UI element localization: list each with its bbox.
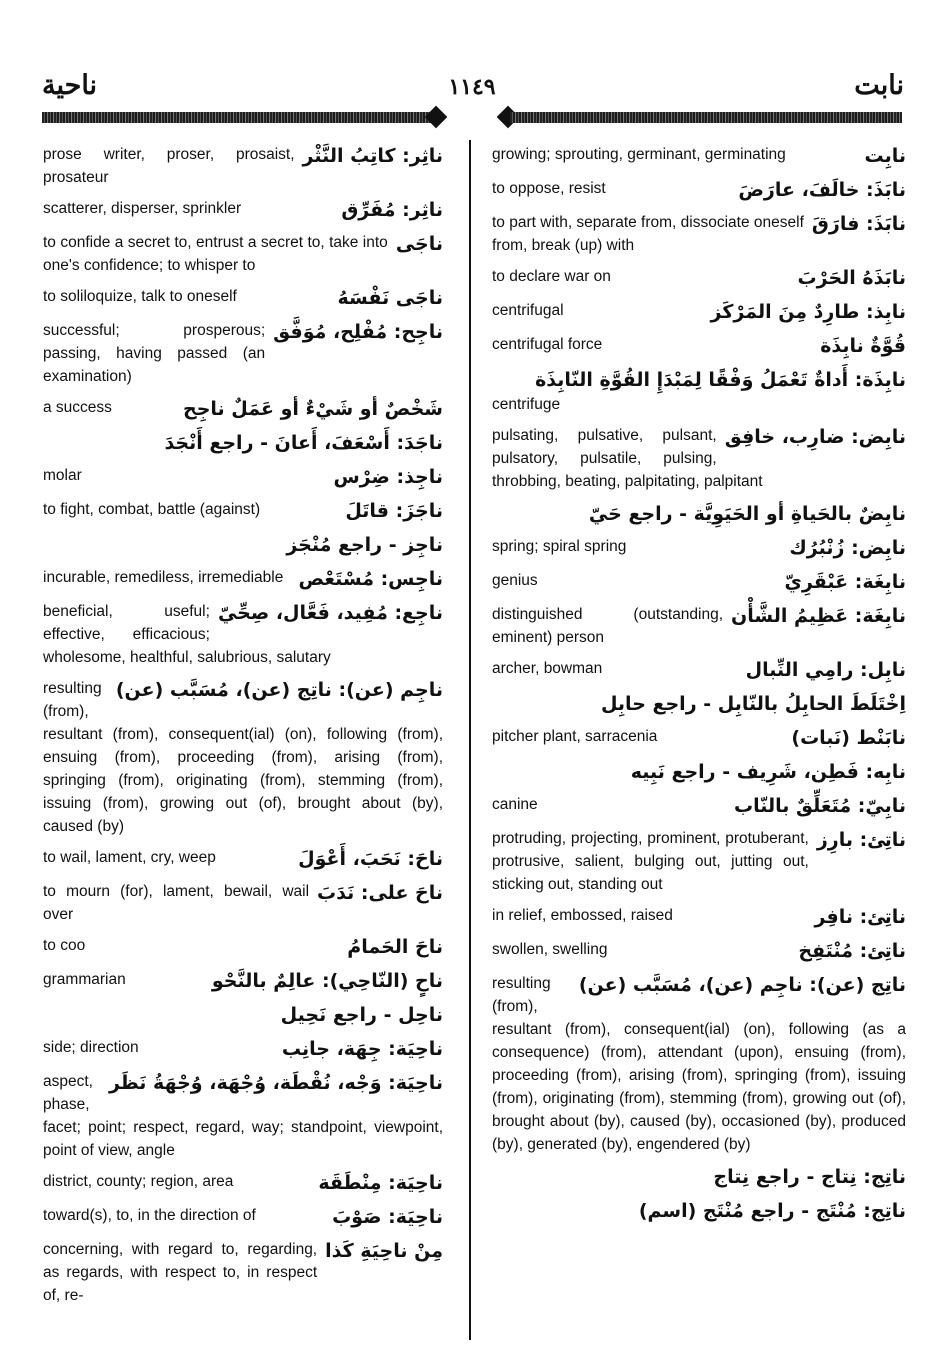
arabic-headword: ناحِيَة: جِهَة، جانِب <box>281 1038 443 1060</box>
dictionary-entry <box>43 532 443 558</box>
arabic-headword: ناحِل - راجع نَحِيل <box>280 1004 443 1026</box>
english-definition: in relief, embossed, raised <box>492 907 673 924</box>
arabic-headword: نابِذَة: أَداةٌ تَعْمَلُ وَفْقًا لِمَبْدَإِ القُوَّةِ النّابِذَة <box>535 369 906 391</box>
english-definition: concerning, with regard to, regarding, as regards, with respect to, in respect of, re- <box>43 1241 318 1304</box>
arabic-headword: نابَذَهُ الحَرْبَ <box>797 267 906 289</box>
dictionary-entry <box>492 265 906 291</box>
dictionary-entry <box>492 938 906 964</box>
arabic-headword: اِخْتَلَطَ الحابِلُ بالنّابِل - راجع حابِل <box>600 693 906 715</box>
english-definition: molar <box>43 467 82 484</box>
english-definition: to mourn (for), lament, bewail, wail over <box>43 883 310 923</box>
header-diamond-left <box>425 106 448 129</box>
arabic-headword: نابَنْط (نَبات) <box>791 727 906 749</box>
dictionary-entry <box>43 1036 443 1062</box>
english-definition: spring; spiral spring <box>492 538 627 555</box>
arabic-headword: ناجَدَ: أَسْعَفَ، أَعانَ - راجع أَنْجَدَ <box>164 432 443 454</box>
arabic-headword: ناجِذ: ضِرْس <box>333 466 443 488</box>
arabic-headword: ناجَى <box>395 233 443 255</box>
arabic-headword: ناحَ: نَحَبَ، أَعْوَلَ <box>298 848 443 870</box>
dictionary-entry <box>43 1204 443 1230</box>
arabic-headword: ناجَزَ: قاتَلَ <box>345 500 443 522</box>
dictionary-entry <box>492 143 906 169</box>
dictionary-entry <box>492 177 906 203</box>
arabic-headword: ناتِج: مُنْتَج - راجع مُنْتَج (اسم) <box>638 1200 906 1222</box>
arabic-headword: ناحَ على: نَدَبَ <box>317 882 443 904</box>
arabic-headword: نابِل: رامِي النِّبال <box>745 659 906 681</box>
english-definition: resulting (from), resultant (from), consequent(ial) (on), following (as a consequence) (from), attendant (upon), ensuing (from), proceeding (from), arising (from), springing (from), issuing (from), originating (from), stemming (from), growing out (of), brought about (by), caused (by), occasioned (by), produced (by), generated (by), engendered (by) <box>492 975 906 1153</box>
english-definition: genius <box>492 572 538 589</box>
english-definition: to oppose, resist <box>492 180 606 197</box>
arabic-headword: ناثِر: كاتِبُ النَّثْر <box>302 145 443 167</box>
dictionary-entry <box>43 285 443 311</box>
arabic-headword: ناتِئ: بارِز <box>816 829 906 851</box>
arabic-headword: ناحَ الحَمامُ <box>347 936 443 958</box>
arabic-headword: نابِض: ضارِب، خافِق <box>724 426 906 448</box>
english-definition: incurable, remediless, irremediable <box>43 569 284 586</box>
dictionary-entry <box>492 424 906 493</box>
english-definition: swollen, swelling <box>492 941 608 958</box>
english-definition: growing; sprouting, germinant, germinating <box>492 146 786 163</box>
dictionary-entry <box>43 968 443 994</box>
english-definition: aspect, phase, facet; point; respect, regard, way; standpoint, viewpoint, point of view, angle <box>43 1073 443 1159</box>
english-definition: protruding, projecting, prominent, protuberant, protrusive, salient, bulging out, jutting out, sticking out, standing out <box>492 830 809 893</box>
english-definition: to coo <box>43 937 86 954</box>
arabic-headword: ناجِم (عن): ناتِج (عن)، مُسَبَّب (عن) <box>115 679 443 701</box>
english-definition: district, county; region, area <box>43 1173 234 1190</box>
dictionary-entry <box>492 904 906 930</box>
english-definition: resulting (from), resultant (from), consequent(ial) (on), following (from), ensuing (from), proceeding (from), arising (from), springing (from), originating (from), stemming (from), issuing (from), growing out (of), brought about (by), caused (by) <box>43 680 443 835</box>
right-column <box>492 143 906 1232</box>
english-definition: prose writer, proser, prosaist, prosateur <box>43 146 295 186</box>
page-number: ١١٤٩ <box>448 74 496 100</box>
dictionary-entry <box>492 367 906 416</box>
dictionary-entry <box>43 934 443 960</box>
arabic-headword: نابَذَ: فارَقَ <box>811 213 906 235</box>
dictionary-entry <box>492 759 906 785</box>
dictionary-entry <box>492 657 906 683</box>
english-definition: pulsating, pulsative, pulsant, pulsatory, pulsatile, pulsing, throbbing, beating, palpitating, palpitant <box>492 427 763 490</box>
english-definition: centrifuge <box>492 396 561 413</box>
english-definition: to soliloquize, talk to oneself <box>43 288 237 305</box>
dictionary-entry <box>43 498 443 524</box>
english-definition: scatterer, disperser, sprinkler <box>43 200 242 217</box>
dictionary-entry <box>43 600 443 669</box>
arabic-headword: ناتِئ: مُنْتَفِخ <box>798 940 906 962</box>
arabic-headword: شَخْصٌ أو شَيْءٌ أو عَمَلٌ ناجِح <box>183 398 443 420</box>
dictionary-entry <box>43 319 443 388</box>
dictionary-entry <box>492 501 906 527</box>
english-definition: distinguished (outstanding, eminent) person <box>492 606 724 646</box>
arabic-headword: نابَذَ: خالَفَ، عارَضَ <box>738 179 906 201</box>
arabic-headword: نابِيّ: مُتَعَلِّقٌ بالنّاب <box>734 795 906 817</box>
dictionary-entry <box>492 333 906 359</box>
arabic-headword: ناجَى نَفْسَهُ <box>337 287 443 309</box>
arabic-headword: نابِضٌ بالحَياةِ أو الحَيَوِيَّة - راجع حَيّ <box>588 503 906 525</box>
dictionary-entry <box>492 603 906 649</box>
english-definition: to part with, separate from, dissociate oneself from, break (up) with <box>492 214 804 254</box>
dictionary-entry <box>43 1002 443 1028</box>
dictionary-entry <box>492 725 906 751</box>
arabic-headword: نابِت <box>864 145 906 167</box>
dictionary-entry <box>43 1070 443 1162</box>
arabic-headword: قُوَّةٌ نابِذَة <box>820 335 906 357</box>
arabic-headword: مِنْ ناحِيَةِ كَذا <box>325 1240 443 1262</box>
dictionary-entry <box>492 972 906 1156</box>
arabic-headword: ناتِئ: نافِر <box>814 906 906 928</box>
dictionary-entry <box>492 1198 906 1224</box>
english-definition: side; direction <box>43 1039 139 1056</box>
dictionary-entry <box>492 211 906 257</box>
dictionary-entry <box>492 569 906 595</box>
right-guide-word: نابت <box>854 70 904 101</box>
dictionary-entry <box>43 1170 443 1196</box>
arabic-headword: نابِذ: طارِدٌ مِنَ المَرْكَز <box>710 301 906 323</box>
arabic-headword: ناجِح: مُفْلِح، مُوَفَّق <box>273 321 443 343</box>
dictionary-entry <box>43 396 443 422</box>
dictionary-entry <box>43 143 443 189</box>
english-definition: successful; prosperous; passing, having passed (an examination) <box>43 322 266 385</box>
arabic-headword: ناجِز - راجع مُنْجَز <box>286 534 443 556</box>
english-definition: to declare war on <box>492 268 611 285</box>
arabic-headword: ناتِج (عن): ناجِم (عن)، مُسَبَّب (عن) <box>578 974 906 996</box>
dictionary-entry <box>492 691 906 717</box>
arabic-headword: ناحِيَة: صَوْبَ <box>332 1206 443 1228</box>
header-rule-left <box>42 112 432 123</box>
english-definition: archer, bowman <box>492 660 603 677</box>
arabic-headword: ناحٍ (النّاحِي): عالِمٌ بالنَّحْو <box>211 970 443 992</box>
arabic-headword: ناثِر: مُفَرِّق <box>341 199 443 221</box>
dictionary-entry <box>43 846 443 872</box>
dictionary-entry <box>492 1164 906 1190</box>
dictionary-entry <box>43 1238 443 1307</box>
arabic-headword: ناحِيَة: وَجْه، نُقْطَة، وُجْهَة، وُجْهَةُ نَظَر <box>108 1072 443 1094</box>
dictionary-entry <box>492 299 906 325</box>
arabic-headword: نابِغَة: عَبْقَرِيّ <box>784 571 906 593</box>
dictionary-entry <box>492 793 906 819</box>
dictionary-entry <box>43 464 443 490</box>
column-divider <box>469 140 471 1340</box>
arabic-headword: نابِض: زُنْبُرُك <box>789 537 906 559</box>
english-definition: centrifugal <box>492 302 564 319</box>
left-column <box>43 143 443 1315</box>
english-definition: pitcher plant, sarracenia <box>492 728 658 745</box>
header-rule-right <box>510 112 902 123</box>
english-definition: centrifugal force <box>492 336 603 353</box>
arabic-headword: نابِغَة: عَظِيمُ الشَّأْن <box>731 605 906 627</box>
dictionary-entry <box>43 231 443 277</box>
dictionary-entry <box>43 677 443 838</box>
dictionary-entry <box>43 566 443 592</box>
english-definition: beneficial, useful; effective, efficacious; wholesome, healthful, salubrious, salutary <box>43 603 331 666</box>
dictionary-entry <box>43 197 443 223</box>
dictionary-entry <box>492 535 906 561</box>
english-definition: to confide a secret to, entrust a secret to, take into one's confidence; to whisper to <box>43 234 388 274</box>
arabic-headword: ناتِج: نِتاج - راجع نِتاج <box>713 1166 906 1188</box>
dictionary-entry <box>43 880 443 926</box>
dictionary-entry <box>43 430 443 456</box>
english-definition: grammarian <box>43 971 126 988</box>
arabic-headword: ناجِس: مُسْتَعْص <box>298 568 443 590</box>
english-definition: canine <box>492 796 538 813</box>
arabic-headword: نابِه: فَطِن، شَرِيف - راجع نَبِيه <box>630 761 906 783</box>
arabic-headword: ناحِيَة: مِنْطَقَة <box>318 1172 443 1194</box>
arabic-headword: ناجِع: مُفِيد، فَعَّال، صِحِّيّ <box>217 602 443 624</box>
page-header <box>0 70 944 130</box>
english-definition: to wail, lament, cry, weep <box>43 849 216 866</box>
dictionary-entry <box>492 827 906 896</box>
english-definition: to fight, combat, battle (against) <box>43 501 261 518</box>
english-definition: a success <box>43 399 112 416</box>
left-guide-word: ناحية <box>42 70 98 101</box>
english-definition: toward(s), to, in the direction of <box>43 1207 256 1224</box>
